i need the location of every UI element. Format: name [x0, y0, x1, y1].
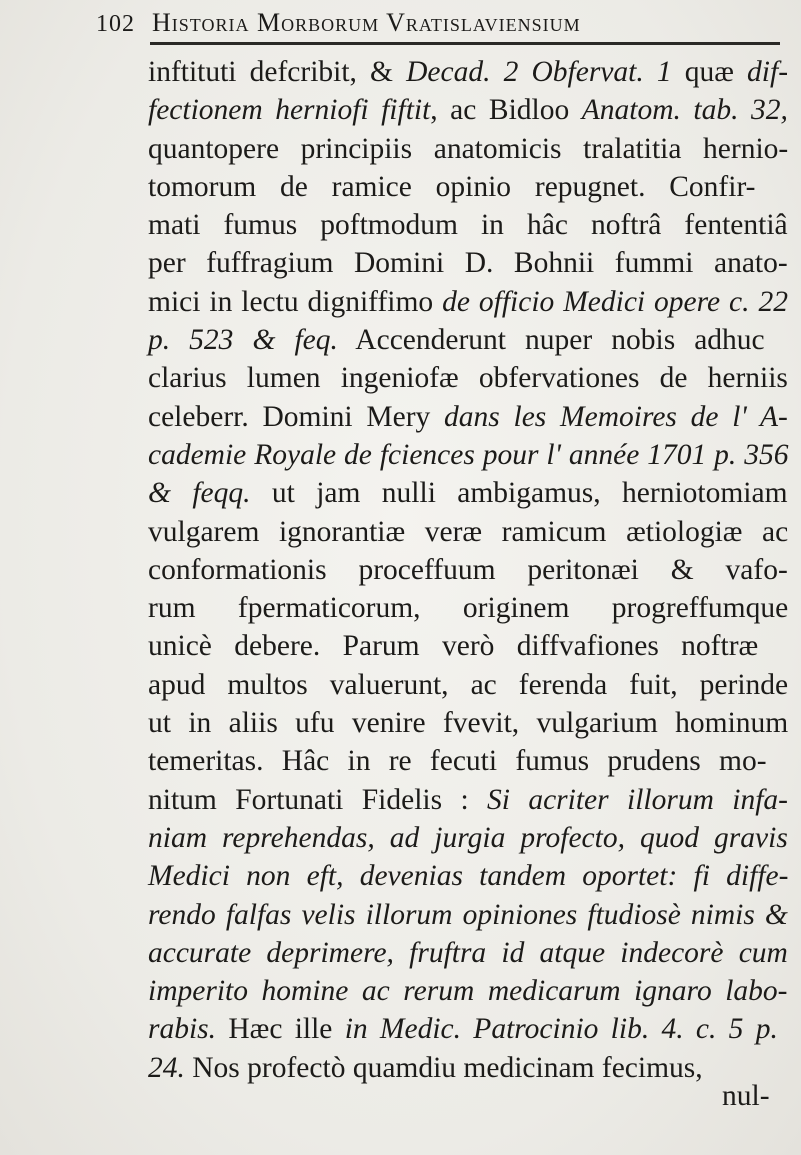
italic-segment: imperito homine ac rerum medicarum ignaro labo- — [148, 975, 788, 1008]
line-content — [148, 53, 788, 91]
text-segment: unicè debere. Parum verò diffvafiones noftræ — [148, 630, 759, 663]
text-segment: Hæc ille — [216, 1013, 345, 1046]
italic-segment: rendo falfas velis illorum opiniones ftudiosè nimis & — [148, 898, 788, 931]
italic-segment: fectionem herniofi fiftit — [148, 94, 431, 127]
text-line — [148, 704, 788, 742]
line-content — [148, 168, 756, 206]
line-content — [148, 513, 788, 551]
text-line — [148, 474, 788, 512]
italic-segment: cademie Royale de fciences pour l' année 1701 p. 356 — [148, 438, 789, 471]
text-line — [148, 359, 788, 397]
text-line — [148, 896, 788, 934]
italic-segment: rabis. — [148, 1013, 217, 1046]
text-line — [148, 436, 788, 474]
text-segment: per fuffragium Domini D. Bohnii fummi anato- — [148, 247, 788, 280]
text-line — [148, 91, 788, 129]
text-line — [148, 934, 788, 972]
line-content — [148, 91, 788, 129]
text-line — [148, 627, 788, 665]
text-line — [148, 589, 788, 627]
text-segment: ut jam nulli ambigamus, herniotomiam — [250, 477, 788, 510]
text-segment: inftituti defcribit, & — [148, 56, 407, 88]
running-title: Historia Morborum Vratislaviensium — [152, 8, 581, 37]
italic-segment: in Medic. Patrocinio lib. 4. c. 5 p. — [344, 1013, 778, 1046]
italic-segment: Decad. 2 Obfervat. 1 — [406, 56, 672, 88]
text-segment: tomorum de ramice opinio repugnet. Confir- — [148, 170, 756, 203]
italic-segment: Si acriter illorum infa- — [487, 783, 788, 816]
line-content — [148, 972, 788, 1010]
running-head — [96, 8, 786, 38]
text-line — [148, 168, 788, 206]
italic-segment: & feqq. — [148, 477, 251, 510]
text-line — [148, 53, 788, 91]
text-segment: temeritas. Hâc in re fecuti fumus prudens mo- — [148, 745, 767, 778]
italic-segment: de officio Medici opere c. 22 — [442, 285, 788, 318]
line-content — [148, 244, 788, 282]
text-line — [148, 972, 788, 1010]
line-content — [148, 474, 788, 512]
text-line — [148, 857, 788, 895]
line-content — [148, 704, 788, 742]
text-line — [148, 206, 788, 244]
text-line — [148, 283, 788, 321]
italic-segment: accurate deprimere, fruftra id atque indecorè cum — [148, 936, 788, 969]
line-content — [148, 819, 788, 857]
text-line — [148, 666, 788, 704]
text-line — [148, 781, 788, 819]
body-text — [148, 53, 788, 1087]
catchword: nul- — [722, 1080, 770, 1112]
text-segment: quantopere principiis anatomicis tralatitia hernio- — [148, 132, 789, 165]
line-content — [148, 627, 758, 665]
line-content — [148, 206, 788, 244]
text-segment: mici in lectu digniffimo — [148, 285, 443, 318]
text-line — [148, 130, 788, 168]
text-segment: , ac Bidloo — [430, 94, 582, 127]
line-content — [148, 896, 788, 934]
line-content — [148, 551, 788, 589]
line-content — [148, 398, 788, 436]
text-segment: celeberr. Domini Mery — [148, 400, 445, 433]
text-segment: mati fumus poftmodum in hâc noftrâ fententiâ — [148, 209, 788, 242]
text-line — [148, 819, 788, 857]
line-content — [148, 359, 788, 397]
line-content — [148, 1049, 703, 1087]
italic-segment: p. 523 & feq. — [148, 324, 338, 357]
line-content — [148, 1010, 778, 1048]
line-content — [148, 130, 788, 168]
text-line — [148, 742, 788, 780]
line-content — [148, 934, 788, 972]
text-segment: clarius lumen ingeniofæ obfervationes de herniis — [148, 362, 788, 395]
text-segment: ut in aliis ufu venire fvevit, vulgarium hominum — [148, 707, 789, 740]
line-content — [148, 283, 788, 321]
text-line — [148, 321, 788, 359]
line-content — [148, 666, 788, 704]
text-segment: Accenderunt nuper nobis adhuc — [337, 324, 765, 357]
text-segment: rum fpermaticorum, originem progreffumque — [148, 592, 789, 625]
text-segment: conformationis proceffuum peritonæi & vafo- — [148, 553, 788, 586]
italic-segment: niam reprehendas, ad jurgia profecto, quod gravis — [148, 821, 788, 854]
line-content — [148, 742, 767, 780]
text-line — [148, 398, 788, 436]
line-content — [148, 781, 788, 819]
italic-segment: Medici non eft, devenias tandem oportet: fi diffe- — [148, 860, 789, 893]
italic-segment: dif- — [747, 56, 789, 88]
text-line — [148, 1010, 788, 1048]
text-line — [148, 551, 788, 589]
text-segment: quæ — [671, 56, 748, 88]
line-content — [148, 857, 788, 895]
text-segment: Nos profectò quamdiu medicinam fecimus, — [184, 1051, 703, 1084]
italic-segment: 24. — [148, 1051, 185, 1084]
text-segment: nitum Fortunati Fidelis : — [148, 783, 488, 816]
text-line — [148, 1049, 788, 1087]
text-line — [148, 513, 788, 551]
text-segment: vulgarem ignorantiæ veræ ramicum ætiologiæ ac — [148, 515, 789, 548]
page-number: 102 — [96, 11, 135, 37]
text-line — [148, 244, 788, 282]
italic-segment: Anatom. tab. 32, — [581, 94, 788, 127]
text-segment: apud multos valuerunt, ac ferenda fuit, perinde — [148, 668, 789, 701]
line-content — [148, 589, 788, 627]
line-content — [148, 321, 765, 359]
header-rule — [150, 42, 780, 45]
italic-segment: dans les Memoires de l' A- — [444, 400, 788, 433]
line-content — [148, 436, 789, 474]
